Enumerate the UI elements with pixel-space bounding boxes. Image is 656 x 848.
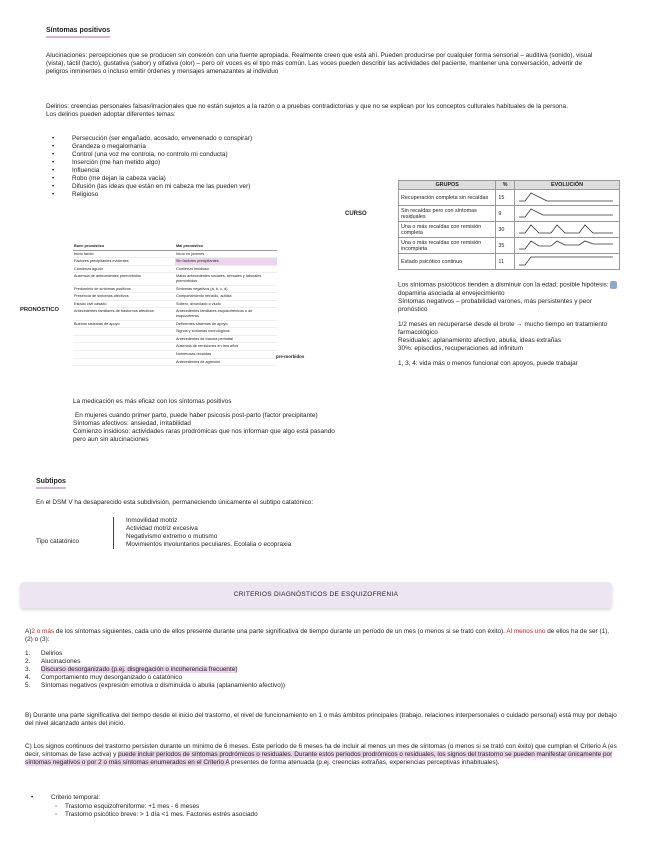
table-row — [73, 293, 277, 301]
table-row — [73, 308, 277, 320]
mal-pronostico-cell: Antecedentes de trauma perinatal — [175, 335, 277, 343]
mal-pronostico-cell: Malos antecedentes sociales, sexuales y laborales premórbidos — [175, 273, 277, 285]
positive-title: Síntomas positivos — [46, 27, 110, 38]
pronostico-note: Comienzo insidioso: actividades raras prodrómicas que nos informan que algo está pasando pero aun sin alucinaciones — [73, 428, 335, 443]
criterio-b: B) Durante una parte significativa del tiempo desde el inicio del trastorno, el nivel de funcionamiento en 1 o más ámbitos principales (trabajo, relaciones interpersonales o cuidado personal) está muy por debajo del nivel alcanzado antes del inicio. — [25, 712, 617, 727]
delirios-paragraph — [46, 103, 586, 119]
table-row — [73, 300, 277, 308]
criterio-a — [25, 628, 615, 644]
list-item: 3. Discurso desorganizado (p.ej. disgregación o incoherencia frecuente) — [25, 666, 238, 673]
mal-pronostico-cell: Numerosas recaídas — [175, 350, 277, 358]
table-row — [73, 320, 277, 328]
buen-pronostico-cell — [73, 350, 175, 358]
mal-pronostico-cell: Ausencia de remisiones en tres años — [175, 343, 277, 351]
table-row — [399, 222, 620, 238]
curso-header-pct: % — [496, 181, 515, 190]
table-row — [73, 328, 277, 336]
curso-note: 1, 3, 4: vida más o menos funcional con apoyos, puede trabajar — [398, 359, 578, 367]
list-item: Actividad motriz excesiva — [126, 525, 198, 532]
criterio-a-mid: de los síntomas siguientes, cada uno de ellos presente durante una parte significativa de tiempo durante un período de un mes (o menos si se trató con éxito). — [54, 628, 505, 635]
evolucion-graph — [515, 254, 620, 270]
curso-grupo: Una o más recaídas con remisión completa — [399, 222, 496, 238]
mal-pronostico-cell: Comienzo insidioso — [175, 265, 277, 273]
curso-note: Los síntomas psicóticos tienden a disminuir con la edad; posible hipótesis: — [398, 281, 609, 289]
list-item: Inmovilidad motriz — [126, 517, 178, 524]
table-row — [399, 254, 620, 270]
tipo-catatonico-label: Tipo catatónico — [36, 538, 80, 545]
curso-grupo: Sin recaídas pero con síntomas residuales — [399, 206, 496, 222]
catatonico-list — [113, 517, 426, 549]
buen-pronostico-cell: Ausencia de antecedentes premórbidos — [73, 273, 175, 285]
mal-pronostico-cell: Antecedentes familiares esquizofrénicos o de esquizofrenia — [175, 308, 277, 320]
list-item: 2. Alucinaciones — [25, 658, 81, 665]
evolucion-graph — [515, 222, 620, 238]
table-row — [73, 285, 277, 293]
table-row — [73, 358, 277, 366]
pronostico-note: Síntomas afectivos: ansiedad, irritabilidad — [73, 420, 191, 427]
curso-label: CURSO — [345, 211, 367, 217]
list-item: 1. Delirios — [25, 650, 63, 657]
buen-pronostico-cell — [73, 335, 175, 343]
table-row — [73, 350, 277, 358]
table-row — [73, 250, 277, 258]
list-item: ◦ Trastorno psicótico breve: > 1 día <1 mes. Factores estrés asociado — [25, 811, 445, 819]
evolucion-graph — [515, 238, 620, 254]
criterio-temporal-list — [25, 803, 445, 819]
buen-pronostico-cell: Predominio de síntomas positivos — [73, 285, 175, 293]
buen-pronostico-cell — [73, 358, 175, 366]
buen-pronostico-cell: Antecedentes familiares de trastornos afectivos — [73, 308, 175, 320]
alucinaciones-paragraph: Alucinaciones: percepciones que se producen sin conexión con una fuente apropiada. Realmente creen que está ahí. Pueden producirse por cualquier forma sensorial – auditiva (sonido), visual (vista), táctil (tacto), gustativa (sabor) y olfativa (olor) – pero oír voces es el tipo más común. Las voces pueden describir las actividades del paciente, mantener una conversación, advertir de peligros inminentes o incluso emitir órdenes y mensajes amenazantes al individuo — [46, 52, 593, 75]
list-item: • Inserción (me han metido algo) — [46, 159, 366, 167]
criterio-a-end: de ellos ha de ser (1), (2) o (3): — [25, 628, 610, 643]
curso-notes — [398, 281, 623, 368]
mal-pronostico-cell: Deficientes sistemas de apoyo — [175, 320, 277, 328]
subtipos-intro: En el DSM V ha desaparecido esta subdivisión, permaneciendo únicamente el subtipo catatónico: — [36, 499, 314, 506]
table-row — [73, 258, 277, 266]
criterio-a-list — [25, 650, 585, 690]
subtipos-title: Subtipos — [36, 478, 66, 489]
curso-table — [398, 180, 620, 270]
pronostico-notes — [73, 398, 373, 444]
pronostico-note: En mujeres cuando primer parto, puede haber psicosis post-parto (factor precipitante) — [75, 412, 318, 419]
delirios-tipos-intro: Los delirios pueden adoptar diferentes temas: — [46, 111, 176, 118]
buen-pronostico-cell — [73, 328, 175, 336]
mal-pronostico-cell: Signos y síntomas neurológicos — [175, 328, 277, 336]
table-row — [399, 190, 620, 206]
table-row — [73, 265, 277, 273]
mal-pronostico-cell: Comportamiento retraído, autista — [175, 293, 277, 301]
criterio-c-text: C) Los signos continuos del trastorno persisten durante un mínimo de 6 meses. Este período de 6 meses ha de incluir al menos un mes de síntomas (o menos si se trató con éxito) que cumplan el Criterio A (es decir, síntomas de fase activa) y — [25, 743, 617, 758]
criterio-temporal-label: • Criterio temporal: — [25, 794, 425, 802]
curso-pct: 11 — [496, 254, 515, 270]
curso-note: Residuales: aplanamiento afectivo, abulia, ideas extrañas — [398, 336, 562, 344]
mal-pronostico-cell: Síntomas negativos (a, b, c, d) — [175, 285, 277, 293]
list-item: • Robo (me dejan la cabeza vacía) — [46, 175, 366, 183]
criterio-temporal — [25, 794, 425, 802]
criterios-banner: CRITERIOS DIAGNÓSTICOS DE ESQUIZOFRENIA — [20, 582, 612, 608]
evolucion-graph — [515, 206, 620, 222]
list-item: Negativismo extremo o mutismo — [126, 533, 218, 540]
list-item: Movimientos involuntarios peculiares. Ecolalia o ecopraxia — [126, 541, 292, 548]
pronostico-note: La medicación es más eficaz con los síntomas positivos — [73, 398, 232, 405]
curso-note: 1/2 meses en recuperarse desde el brote → mucho tiempo en tratamiento farmacológico — [398, 320, 608, 336]
curso-header-evolucion: EVOLUCIÓN — [515, 181, 620, 190]
mal-pronostico-cell: Inicio en jóvenes — [175, 250, 277, 258]
curso-pct: 35 — [496, 238, 515, 254]
table-row — [73, 335, 277, 343]
mal-pronostico-cell: Soltero, divorciado o viudo — [175, 300, 277, 308]
criterio-c — [25, 743, 620, 767]
pronostico-header-buen: Buen pronóstico — [73, 243, 175, 250]
cursor-icon — [610, 281, 617, 289]
curso-note: 30%: episodios, recuperaciones ad infinitum — [398, 344, 524, 352]
table-row — [399, 238, 620, 254]
buen-pronostico-cell: Factores precipitantes evidentes — [73, 258, 175, 266]
curso-header-grupos: GRUPOS — [399, 181, 496, 190]
curso-note: Síntomas negativos – probabilidad varones, más persistentes y peor pronóstico — [398, 297, 592, 313]
criterio-a-red2: Al menos uno — [506, 628, 546, 635]
list-item: • Difusión (las ideas que están en mi cabeza me las pueden ver) — [46, 183, 366, 191]
curso-note: dopamina asociada al envejecimiento — [398, 289, 505, 297]
curso-pct: 9 — [496, 206, 515, 222]
table-row — [73, 343, 277, 351]
mal-pronostico-cell: Sin factores precipitantes — [175, 258, 277, 266]
criterio-a-prefix: A) — [25, 628, 32, 635]
list-item: ◦ Trastorno esquizofreniforme: +1 mes - 6 meses — [25, 803, 445, 811]
table-row — [399, 206, 620, 222]
buen-pronostico-cell: Presencia de síntomas afectivos — [73, 293, 175, 301]
buen-pronostico-cell: Buenos sistemas de apoyo — [73, 320, 175, 328]
curso-grupo: Recuperación completa sin recaídas — [399, 190, 496, 206]
buen-pronostico-cell: Estado civil casado — [73, 300, 175, 308]
mal-pronostico-cell: Antecedentes de agresión — [175, 358, 277, 366]
curso-pct: 30 — [496, 222, 515, 238]
delirios-tipos-list — [46, 135, 366, 199]
list-item: • Religioso — [46, 191, 366, 199]
buen-pronostico-cell: Inicio tardío — [73, 250, 175, 258]
evolucion-graph — [515, 190, 620, 206]
list-item: 5. Síntomas negativos (expresión emotiva o disminuida o abulia (aplanamiento afectivo)) — [25, 682, 286, 689]
pronostico-label: PRONÓSTICO — [20, 307, 59, 313]
pronostico-aside: pre-morbidos — [276, 354, 305, 359]
criterio-c-end: presentes de forma atenuada (p.ej. creencias extrañas, experiencias perceptivas inhabituales). — [229, 759, 500, 766]
curso-grupo: Una o más recaídas con remisión incompleta — [399, 238, 496, 254]
delirios-intro: Delirios: creencias personales falsas/irracionales que no están sujetos a la razón o a pruebas contradictorias y que no se explican por los conceptos culturales habituales de la persona. — [46, 103, 568, 110]
list-item: 4. Comportamiento muy desorganizado o catatónico — [25, 674, 183, 681]
list-item: • Persecución (ser engañado, acosado, envenenado o conspirar) — [46, 135, 366, 143]
buen-pronostico-cell — [73, 343, 175, 351]
list-item: • Influencia — [46, 167, 366, 175]
pronostico-table — [73, 243, 277, 366]
buen-pronostico-cell: Comienzo agudo — [73, 265, 175, 273]
criterio-c-highlight: puede incluir períodos de síntomas prodrómicos o residuales. Durante estos períodos prodrómicos o residuales, los signos del trastorno se pueden manifestar únicamente por síntomas negativos o por 2 o más síntomas enumerados en el Criterio A — [25, 751, 613, 766]
curso-grupo: Estado psicótico continuo — [399, 254, 496, 270]
pronostico-header-mal: Mal pronóstico — [175, 243, 277, 250]
curso-pct: 15 — [496, 190, 515, 206]
list-item: • Control (una voz me controla, no controlo mi conducta) — [46, 151, 366, 159]
table-row — [73, 273, 277, 285]
list-item: • Grandeza o megalomanía — [46, 143, 366, 151]
criterio-a-red1: 2 o más — [31, 628, 55, 635]
